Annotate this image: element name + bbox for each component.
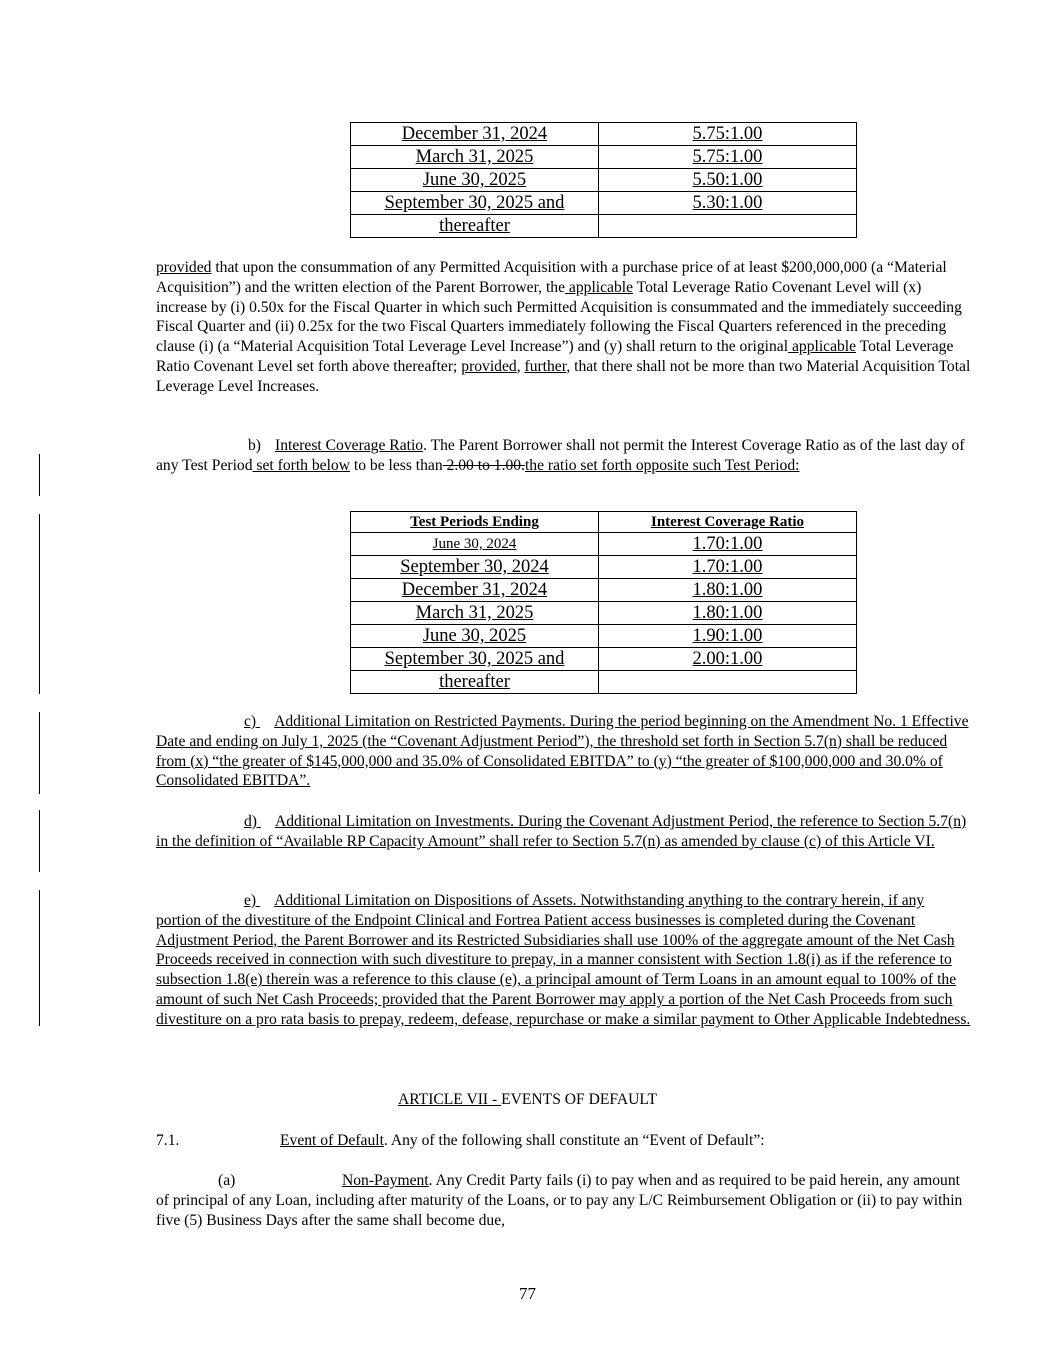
section-title: Event of Default bbox=[280, 1132, 384, 1149]
table-row bbox=[351, 169, 857, 192]
table-cell-period: September 30, 2024 bbox=[351, 556, 599, 579]
table-row bbox=[351, 648, 857, 671]
table-row bbox=[351, 671, 857, 694]
provided-paragraph bbox=[156, 258, 971, 397]
article-title: EVENTS OF DEFAULT bbox=[501, 1091, 658, 1108]
investments-paragraph bbox=[156, 812, 971, 852]
clause-title: Interest Coverage Ratio bbox=[275, 437, 424, 454]
change-bar bbox=[39, 810, 40, 872]
clause-text: Additional Limitation on Dispositions of Assets. Notwithstanding anything to the contrary herein, if any portion of the divestiture of the Endpoint Clinical and Fortrea Patient access businesses is completed during the Covenant Adjustment Period, the Parent Borrower and its Restricted Subsidiaries shall use 100% of the aggregate amount of the Net Cash Proceeds received in connection with such divestiture to prepay, in a manner consistent with Section 1.8(i) as if the reference to subsection 1.8(e) therein was a reference to this clause (e), a principal amount of Term Loans in an amount equal to 100% of the amount of such Net Cash Proceeds; provided that the Parent Borrower may apply a portion of the Net Cash Proceeds from such divestiture on a pro rata basis to prepay, redeem, defease, repurchase or make a similar payment to Other Applicable Indebtedness. bbox=[156, 892, 971, 1028]
clause-label: (a) bbox=[218, 1172, 236, 1189]
clause-text: . Any Credit Party fails (i) to pay when and as required to be paid herein, any amount of principal of any Loan, including after maturity of the Loans, or to pay any L/C Reimbursement Obligation or (ii) to pay within five (5) Business Days after the same shall become due, bbox=[156, 1172, 963, 1229]
inserted-text: applicable bbox=[788, 338, 857, 356]
provided-term: provided bbox=[156, 259, 212, 276]
deleted-text: 2.00 to 1.00. bbox=[442, 456, 525, 474]
change-bar bbox=[39, 890, 40, 1026]
text-run: to be less than bbox=[349, 456, 443, 474]
leverage-ratio-table bbox=[350, 122, 857, 238]
table-row bbox=[351, 533, 857, 556]
page-number: 77 bbox=[519, 1284, 536, 1303]
table-row bbox=[351, 215, 857, 238]
article-prefix: ARTICLE VII - bbox=[397, 1091, 502, 1108]
provided-term: provided bbox=[461, 357, 517, 375]
table-cell-period: June 30, 2025 bbox=[351, 625, 599, 648]
table-cell-period: thereafter bbox=[351, 215, 599, 238]
clause-title: Non-Payment bbox=[342, 1172, 429, 1189]
restricted-payments-paragraph bbox=[156, 712, 971, 791]
table-cell-period: September 30, 2025 and bbox=[351, 648, 599, 671]
column-header: Test Periods Ending bbox=[351, 512, 599, 533]
table-cell-period: thereafter bbox=[351, 671, 599, 694]
table-cell-ratio: 5.50:1.00 bbox=[599, 169, 857, 192]
table-cell-period: September 30, 2025 and bbox=[351, 192, 599, 215]
column-header: Interest Coverage Ratio bbox=[599, 512, 857, 533]
table-cell-period: December 31, 2024 bbox=[351, 123, 599, 146]
table-cell-ratio: 5.30:1.00 bbox=[599, 192, 857, 215]
section-text: . Any of the following shall constitute an “Event of Default”: bbox=[383, 1132, 765, 1149]
table-row bbox=[351, 602, 857, 625]
table-row bbox=[351, 146, 857, 169]
table-cell-ratio: 2.00:1.00 bbox=[599, 648, 857, 671]
article-heading bbox=[0, 1090, 1055, 1110]
table-cell-ratio: 5.75:1.00 bbox=[599, 123, 857, 146]
table-row bbox=[351, 123, 857, 146]
change-bar bbox=[39, 514, 40, 694]
table-header-row bbox=[351, 512, 857, 533]
table-row bbox=[351, 579, 857, 602]
table-row bbox=[351, 192, 857, 215]
inserted-text: the ratio set forth opposite such Test Period: bbox=[524, 456, 800, 474]
further-term: further bbox=[524, 357, 567, 375]
table-cell-ratio: 1.70:1.00 bbox=[599, 556, 857, 579]
dispositions-paragraph bbox=[156, 891, 971, 1030]
table-cell-ratio: 1.80:1.00 bbox=[599, 579, 857, 602]
change-bar bbox=[39, 454, 40, 496]
table-cell-ratio: 1.90:1.00 bbox=[599, 625, 857, 648]
interest-coverage-table bbox=[350, 511, 857, 694]
non-payment-paragraph bbox=[156, 1171, 971, 1230]
text-run: . The Parent Borrower shall not permit the Interest Coverage Ratio as of the last day of any Test Period bbox=[156, 437, 965, 474]
table-cell-period: March 31, 2025 bbox=[351, 602, 599, 625]
inserted-text: set forth below bbox=[252, 456, 350, 474]
inserted-text: applicable bbox=[565, 278, 634, 296]
text-run: , bbox=[516, 357, 525, 375]
table-cell-period: March 31, 2025 bbox=[351, 146, 599, 169]
clause-label: b) bbox=[248, 437, 261, 454]
section-7-1 bbox=[156, 1131, 765, 1151]
text-run: that upon the consummation of any Permitted Acquisition with a purchase price of at least $200,000,000 (a “Material Acquisition”) and the written election of the Parent Borrower, the bbox=[156, 259, 947, 296]
text-run: , that there shall not be more than two Material Acquisition Total Leverage Level Increases. bbox=[156, 357, 971, 395]
table-cell-ratio: 1.80:1.00 bbox=[599, 602, 857, 625]
table-cell-period: June 30, 2024 bbox=[351, 533, 599, 556]
text-run: Total Leverage Ratio Covenant Level set forth above thereafter; bbox=[156, 338, 954, 375]
table-cell-period: December 31, 2024 bbox=[351, 579, 599, 602]
table-row bbox=[351, 556, 857, 579]
table-cell-period: June 30, 2025 bbox=[351, 169, 599, 192]
clause-label: e) bbox=[244, 892, 257, 909]
clause-label: d) bbox=[244, 813, 257, 830]
table-cell-ratio: 1.70:1.00 bbox=[599, 533, 857, 556]
clause-text: Additional Limitation on Investments. During the Covenant Adjustment Period, the reference to Section 5.7(n) in the definition of “Available RP Capacity Amount” shall refer to Section 5.7(n) as amended by clause (c) of this Article VI. bbox=[156, 813, 967, 850]
clause-text: Additional Limitation on Restricted Payments. During the period beginning on the Amendment No. 1 Effective Date and ending on July 1, 2025 (the “Covenant Adjustment Period”), the threshold set forth in Section 5.7(n) shall be reduced from (x) “the greater of $145,000,000 and 35.0% of Consolidated EBITDA” to (y) “the greater of $100,000,000 and 30.0% of Consolidated EBITDA”. bbox=[156, 713, 969, 790]
change-bar bbox=[39, 712, 40, 794]
clause-label: c) bbox=[244, 713, 257, 730]
table-cell-ratio bbox=[599, 215, 857, 238]
text-run: Total Leverage Ratio Covenant Level will (x) increase by (i) 0.50x for the Fiscal Quarter in which such Permitted Acquisition is consummated and the immediately succeeding Fiscal Quarter and (ii) 0.25x for the two Fiscal Quarters immediately following the Fiscal Quarters referenced in the preceding clause (i) (a “Material Acquisition Total Leverage Level Increase”) and (y) shall return to the original bbox=[156, 278, 962, 356]
table-cell-ratio bbox=[599, 671, 857, 694]
table-row bbox=[351, 625, 857, 648]
interest-coverage-paragraph bbox=[156, 436, 971, 476]
table-cell-ratio: 5.75:1.00 bbox=[599, 146, 857, 169]
section-number: 7.1. bbox=[156, 1132, 180, 1149]
